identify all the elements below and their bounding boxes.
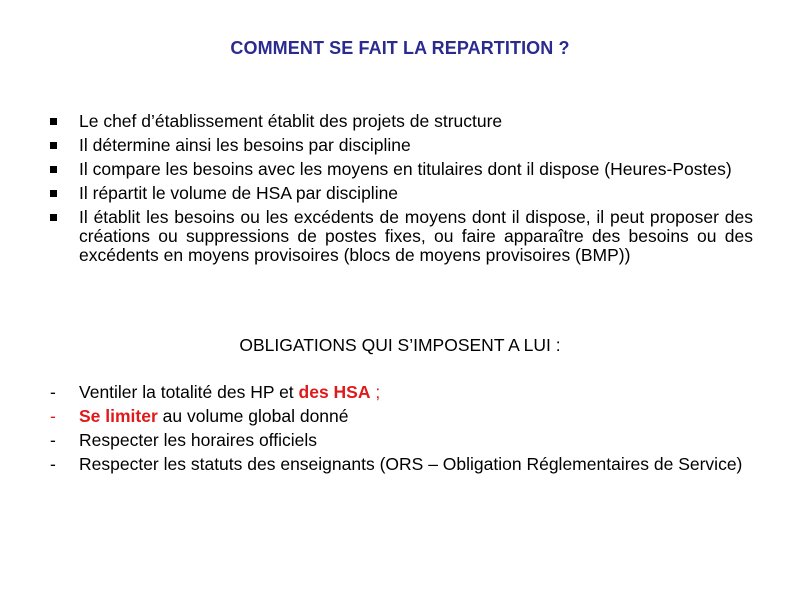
obligation-item [50, 383, 753, 402]
dash-bullet-icon: - [50, 406, 56, 426]
square-bullet-icon [50, 118, 57, 125]
bullet-text: Il établit les besoins ou les excédents de moyens dont il dispose, il peut proposer des créations ou suppressions de postes fixes, ou faire apparaître des besoins ou des excédents en moyens provisoires (blocs de moyens provisoires (BMP)) [79, 207, 753, 265]
dash-bullet-icon: - [50, 454, 56, 474]
bullet-item [50, 208, 753, 265]
square-bullet-icon [50, 214, 57, 221]
obligations-list [50, 383, 753, 479]
bullet-list [50, 112, 753, 270]
square-bullet-icon [50, 166, 57, 173]
obligation-suffix: ; [370, 382, 381, 402]
dash-bullet-icon: - [50, 430, 56, 450]
dash-bullet-icon: - [50, 382, 56, 402]
obligation-text: au volume global donné [157, 406, 349, 426]
bullet-text: Il détermine ainsi les besoins par discipline [79, 135, 411, 155]
bullet-text: Le chef d’établissement établit des projets de structure [79, 111, 503, 131]
obligation-item [50, 407, 753, 426]
bullet-item [50, 184, 753, 203]
slide-title: COMMENT SE FAIT LA REPARTITION ? [230, 38, 570, 58]
bullet-item [50, 136, 753, 155]
bullet-text: Il répartit le volume de HSA par discipline [79, 183, 399, 203]
obligation-text: Ventiler la totalité des HP et [79, 382, 299, 402]
bullet-text: Il compare les besoins avec les moyens en titulaires dont il dispose (Heures-Postes) [79, 159, 732, 179]
bullet-item [50, 112, 753, 131]
obligation-highlight: Se limiter [79, 406, 158, 426]
obligation-item [50, 455, 753, 474]
obligation-text: Respecter les horaires officiels [79, 430, 317, 450]
obligation-text: Respecter les statuts des enseignants (ORS – Obligation Réglementaires de Service) [79, 454, 743, 474]
bullet-item [50, 160, 753, 179]
square-bullet-icon [50, 190, 57, 197]
square-bullet-icon [50, 142, 57, 149]
obligation-highlight: des HSA [298, 382, 371, 402]
obligation-item [50, 431, 753, 450]
obligations-heading: OBLIGATIONS QUI S’IMPOSENT A LUI : [239, 335, 561, 355]
